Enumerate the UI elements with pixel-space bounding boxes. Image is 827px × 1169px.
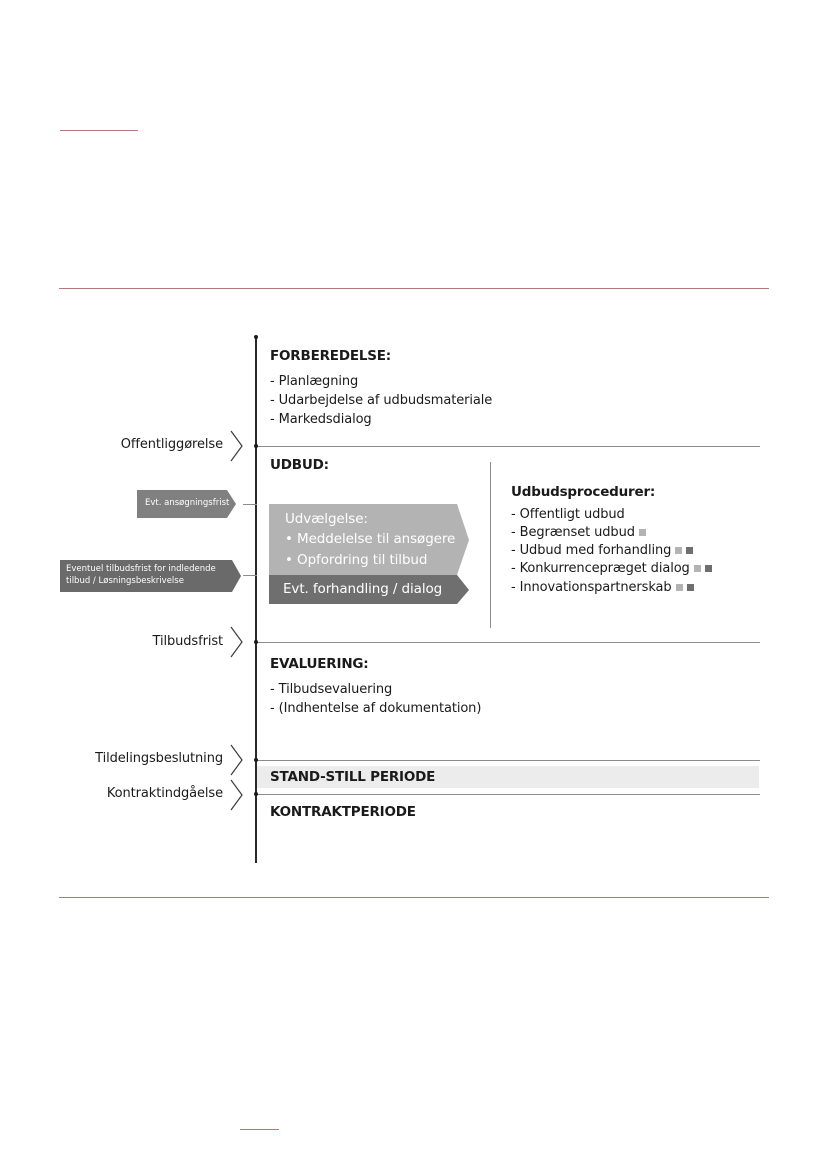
milestone-dot [254,444,258,448]
tilbudsfrist-tag-line2: tilbud / Løsningsbeskrivelse [66,576,184,586]
footer-accent-underline [240,1129,279,1130]
chevron-right-icon [230,744,244,776]
phase-title-evaluering: EVALUERING: [270,656,369,672]
procedure-item: - Innovationspartnerskab [511,580,694,595]
milestone-offentliggorelse: Offentliggørelse [120,437,223,452]
forhandling-label: Evt. forhandling / dialog [283,581,443,597]
procedure-item: - Konkurrencepræget dialog [511,561,712,576]
phase-title-forberedelse: FORBEREDELSE: [270,348,391,364]
milestone-tilbudsfrist: Tilbudsfrist [152,634,223,649]
section-top-rule [59,288,769,289]
udvaelgelse-bullet: • Meddelelse til ansøgere [285,531,456,547]
udvaelgelse-bullet: • Opfordring til tilbud [285,552,428,568]
milestone-kontraktindgaelse: Kontraktindgåelse [106,786,223,801]
procedure-item: - Begrænset udbud [511,525,646,540]
tilbudsfrist-tag-line1: Eventuel tilbudsfrist for indledende [66,564,216,574]
separator-offentliggorelse [256,446,760,447]
separator-tilbudsfrist [256,642,760,643]
timeline-start-dot [254,335,258,339]
list-item: - Markedsdialog [270,412,372,427]
procedures-title: Udbudsprocedurer: [511,484,656,500]
procedures-divider [490,462,491,628]
chevron-right-icon [230,779,244,811]
list-item: - (Indhentelse af dokumentation) [270,701,482,716]
milestone-dot [254,792,258,796]
dark-marker [686,547,693,554]
dark-marker [687,584,694,591]
phase-title-udbud: UDBUD: [270,457,329,473]
light-marker [675,547,682,554]
list-item: - Udarbejdelse af udbudsmateriale [270,393,493,408]
leader-tilbudsfrist-tag [243,575,257,576]
chevron-right-icon [230,626,244,658]
udvaelgelse-title: Udvælgelse: [285,511,368,527]
dark-marker [705,565,712,572]
chevron-right-icon [230,430,244,462]
phase-title-kontrakt: KONTRAKTPERIODE [270,804,416,820]
phase-title-standstill: STAND-STILL PERIODE [270,769,436,785]
list-item: - Planlægning [270,374,359,389]
procedure-item: - Udbud med forhandling [511,543,693,558]
milestone-dot [254,640,258,644]
light-marker [676,584,683,591]
separator-tildeling [256,760,760,761]
milestone-tildelingsbeslutning: Tildelingsbeslutning [95,751,223,766]
ansogningsfrist-label: Evt. ansøgningsfrist [145,498,230,508]
leader-ansogningsfrist [243,504,257,505]
top-accent-underline [60,130,138,131]
light-marker [694,565,701,572]
procedure-item: - Offentligt udbud [511,507,625,522]
list-item: - Tilbudsevaluering [270,682,393,697]
section-bottom-rule [59,897,769,898]
milestone-dot [254,758,258,762]
separator-kontrakt [256,794,760,795]
light-marker [639,529,646,536]
